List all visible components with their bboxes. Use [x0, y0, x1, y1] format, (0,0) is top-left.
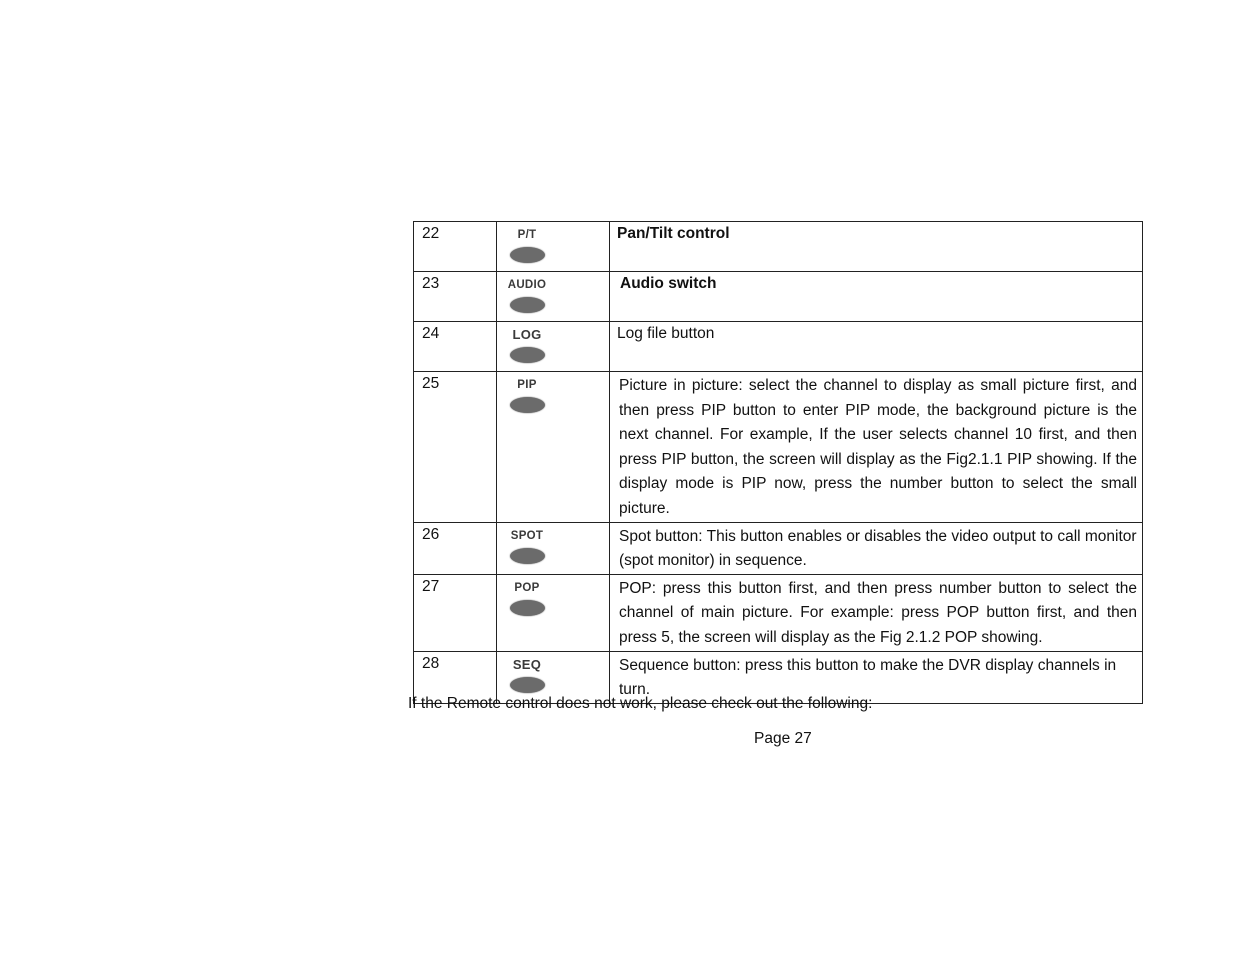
button-icon-cell: [497, 372, 610, 523]
table-row: [414, 522, 1143, 574]
table-row: [414, 372, 1143, 523]
remote-buttons-table: [413, 221, 1143, 704]
oval-button-icon: [510, 297, 545, 313]
row-number: 26: [414, 522, 497, 574]
row-number: 24: [414, 322, 497, 372]
audio-button-icon: [505, 278, 549, 313]
button-label: POP: [514, 581, 540, 594]
spot-button-icon: [505, 529, 549, 564]
button-label: SEQ: [512, 657, 542, 672]
row-description: Spot button: This button enables or disables the video output to call monitor (spot monitor) in sequence.: [610, 522, 1143, 574]
row-number: 27: [414, 574, 497, 651]
row-number: 28: [414, 651, 497, 703]
log-button-icon: [505, 328, 549, 363]
button-icon-cell: [497, 522, 610, 574]
oval-button-icon: [510, 397, 545, 413]
row-description: Picture in picture: select the channel to display as small picture first, and then press PIP button to enter PIP mode, the background picture is the next channel. For example, If the user selects channel 10 first, and then press PIP button, the screen will display as the Fig2.1.1 PIP showing. If the display mode is PIP now, press the number button to select the small picture.: [610, 372, 1143, 523]
oval-button-icon: [510, 347, 545, 363]
troubleshooting-note: If the Remote control does not work, please check out the following:: [408, 695, 873, 712]
pop-button-icon: [505, 581, 549, 616]
table-row: [414, 322, 1143, 372]
button-icon-cell: [497, 322, 610, 372]
row-number: 25: [414, 372, 497, 523]
button-label: SPOT: [510, 529, 544, 542]
button-icon-cell: [497, 272, 610, 322]
row-number: 22: [414, 222, 497, 272]
button-label: PIP: [517, 379, 537, 391]
table-row: [414, 272, 1143, 322]
table-row: [414, 574, 1143, 651]
row-number: 23: [414, 272, 497, 322]
oval-button-icon: [510, 677, 545, 693]
oval-button-icon: [510, 600, 545, 616]
oval-button-icon: [510, 548, 545, 564]
row-description: Pan/Tilt control: [610, 222, 1143, 272]
pt-button-icon: [505, 228, 549, 263]
button-icon-cell: [497, 222, 610, 272]
seq-button-icon: [505, 658, 549, 693]
row-description: Log file button: [610, 322, 1143, 372]
button-label: P/T: [517, 229, 537, 241]
oval-button-icon: [510, 247, 545, 263]
button-icon-cell: [497, 574, 610, 651]
row-description: Sequence button: press this button to make the DVR display channels in turn.: [610, 651, 1143, 703]
button-label: AUDIO: [507, 279, 547, 291]
row-description: POP: press this button first, and then press number button to select the channel of main picture. For example: press POP button first, and then press 5, the screen will display as the Fig 2.1.2 POP showing.: [610, 574, 1143, 651]
row-description: Audio switch: [610, 272, 1143, 322]
table-row: [414, 222, 1143, 272]
pip-button-icon: [505, 378, 549, 413]
page-number: Page 27: [754, 730, 812, 747]
button-label: LOG: [512, 328, 542, 342]
